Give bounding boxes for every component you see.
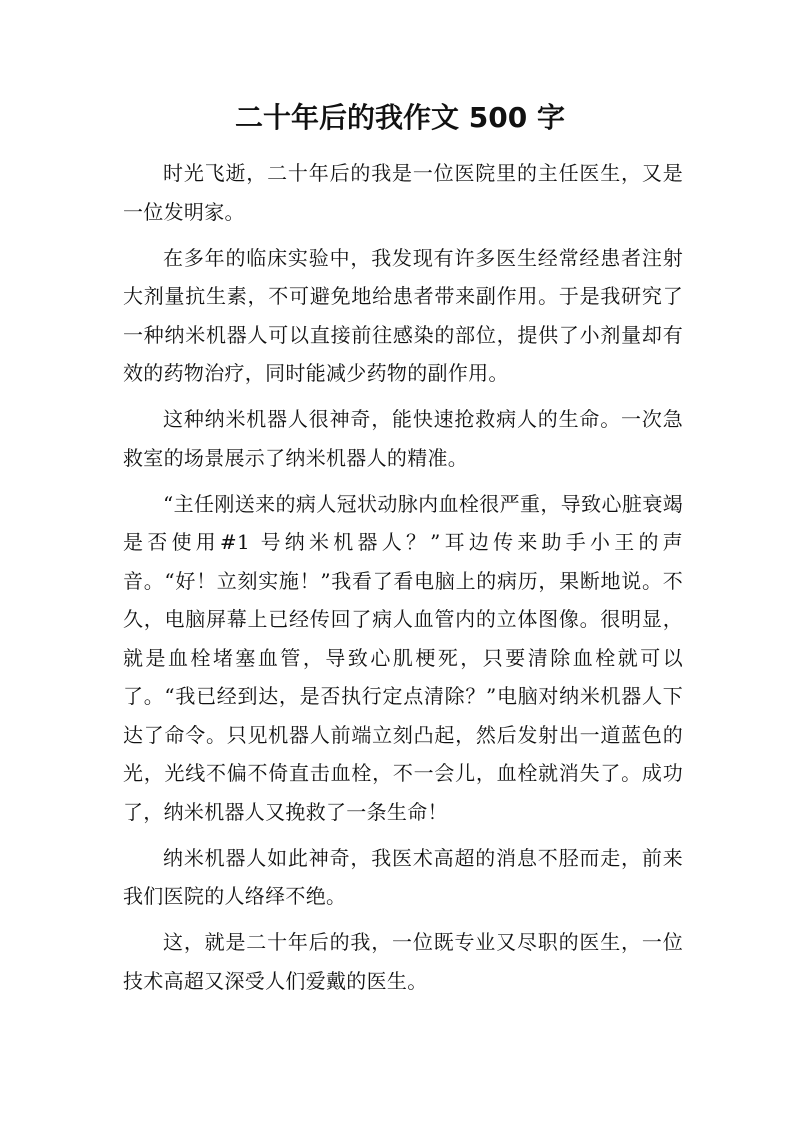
document-title: 二十年后的我作文 500 字 bbox=[235, 101, 565, 134]
paragraph-4: “主任刚送来的病人冠状动脉内血栓很严重，导致心脏衰竭是否使用#1 号纳米机器人？”耳边传来助手小王的声音。“好！立刻实施！”我看了看电脑上的病历，果断地说。不久，电脑屏幕上已经传回了病人血管内的立体图像。很明显，就是血栓堵塞血管，导致心肌梗死，只要清除血栓就可以了。“我已经到达，是否执行定点清除？”电脑对纳米机器人下达了命令。只见机器人前端立刻凸起，然后发射出一道蓝色的光，光线不偏不倚直击血栓，不一会儿，血栓就消失了。成功了，纳米机器人又挽救了一条生命！ bbox=[123, 491, 683, 824]
paragraph-6: 这，就是二十年后的我，一位既专业又尽职的医生，一位技术高超又深受人们爱戴的医生。 bbox=[123, 930, 683, 993]
paragraph-2: 在多年的临床实验中，我发现有许多医生经常经患者注射大剂量抗生素，不可避免地给患者带来副作用。于是我研究了一种纳米机器人可以直接前往感染的部位，提供了小剂量却有效的药物治疗，同时能减少药物的副作用。 bbox=[123, 245, 683, 385]
paragraph-3: 这种纳米机器人很神奇，能快速抢救病人的生命。一次急救室的场景展示了纳米机器人的精准。 bbox=[123, 407, 683, 470]
paragraph-5: 纳米机器人如此神奇，我医术高超的消息不胫而走，前来我们医院的人络绎不绝。 bbox=[123, 845, 683, 908]
paragraph-1: 时光飞逝，二十年后的我是一位医院里的主任医生，又是一位发明家。 bbox=[123, 161, 683, 224]
document-body bbox=[123, 154, 683, 1008]
